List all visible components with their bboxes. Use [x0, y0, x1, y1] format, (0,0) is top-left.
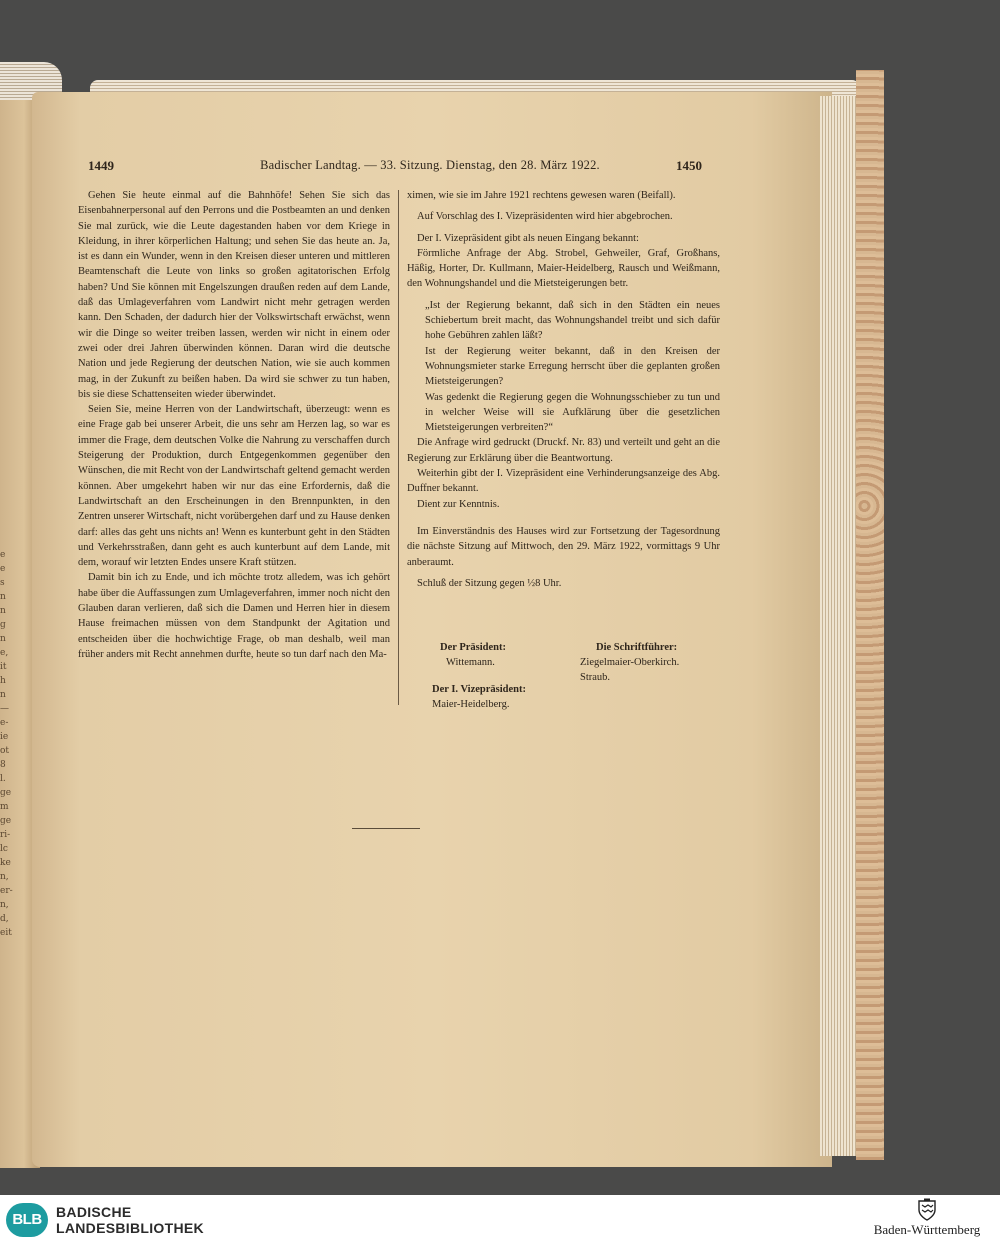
paragraph: ximen, wie sie im Jahre 1921 rechtens gewesen waren (Beifall). [407, 190, 676, 201]
library-name-line: BADISCHE [56, 1204, 132, 1220]
paragraph: Im Einverständnis des Hauses wird zur Fortsetzung der Tagesordnung die nächste Sitzung auf Mittwoch, den 29. März 1922, vormittags 9 Uhr anberaumt. [407, 525, 720, 568]
edge-fragment: m [0, 802, 9, 812]
edge-fragment: n [0, 690, 6, 700]
edge-fragment: — [0, 704, 9, 714]
paragraph: Weiterhin gibt der I. Vizepräsident eine Verhinderungsanzeige des Abg. Duffner bekannt. [407, 468, 720, 495]
signature-label: Der Präsident: [440, 642, 506, 653]
paragraph: Dient zur Kenntnis. [417, 498, 500, 510]
signature-vice-president [432, 682, 526, 712]
edge-fragment: e- [0, 718, 9, 728]
edge-fragment: ge [0, 788, 12, 798]
edge-fragment: s [0, 578, 5, 588]
paragraph: Der I. Vizepräsident gibt als neuen Eingang bekannt: [417, 232, 639, 244]
edge-fragment: eit [0, 928, 12, 938]
edge-fragment: 8 [0, 760, 6, 770]
signature-name: Ziegelmaier-Oberkirch. [580, 657, 680, 668]
edge-fragment: e, [0, 648, 9, 658]
edge-fragment: e [0, 564, 6, 574]
page-number-left: 1449 [88, 158, 114, 173]
edge-fragment: ge [0, 816, 12, 826]
running-head: Badischer Landtag. — 33. Sitzung. Dienstag, den 28. März 1922. [260, 158, 600, 172]
edge-fragment: e [0, 550, 6, 560]
paragraph: Seien Sie, meine Herren von der Landwirtschaft, überzeugt: wenn es eine Frage gab bei unserer Arbeit, die uns sehr am Herzen lag, so war es immer die Frage, dem deutschen Volke die Nahrung zu verschaffen durch Steigerung der Produktion, durch Entgegenkommen gegenüber den Wünschen, die mit Recht von der Landwirtschaft geltend gemacht werden können. Aber umgekehrt haben wir nur das eine Erfordernis, daß die Landwirtschaft an den Erscheinungen in den Brennpunkten, in den Zentren unserer Wirtschaft, nicht vorübergehen darf und zu Hause denken darf: alles das geht uns nichts an! Wenn es kunterbunt geht in den Städten und Verkehrsstraßen, dann geht es auch kunterbunt auf dem Lande, mit dem, worauf wir letzten Endes unsere Kraft stützen. [78, 404, 390, 569]
right-page-stack [820, 96, 858, 1156]
paragraph: Gehen Sie heute einmal auf die Bahnhöfe! Sehen Sie sich das Eisenbahnerpersonal auf den Perrons und die Postbeamten an und denken Sie mal zurück, wie die Leute dagestanden haben vor dem Kriege in Kleidung, in ihrer körperlichen Haltung; und sehen Sie das heute an. Ja, ist es dann ein Wunder, wenn in den Kreisen dieser unteren und mittleren Beamtenschaft die Leute von links so großen agitatorischen Erfolg haben? Und Sie können mit Engelszungen draußen reden auf dem Lande, daß das Umlageverfahren vom Landwirt nicht mehr getragen werden kann. Den Schaden, der dadurch hier der Volkswirtschaft erwächst, wenn wir die Dinge so weiter treiben lassen, werden wir nicht in einem oder zwei oder drei Jahren überwinden können. Daran wird die deutsche Nation und jede Regierung der deutschen Nation, wie sie auch kommen mag, in der Zukunft zu beißen haben. Da wird sie schwer zu tun haben, bis sie diese Schattenseiten wieder überwindet. [78, 190, 390, 400]
edge-fragment: ke [0, 858, 11, 868]
paragraph: Schluß der Sitzung gegen ½8 Uhr. [417, 577, 562, 589]
edge-fragment: h [0, 676, 6, 686]
signature-name: Maier-Heidelberg. [432, 699, 510, 710]
edge-fragment: it [0, 662, 7, 672]
edge-fragment: l. [0, 774, 6, 784]
right-column [407, 188, 720, 591]
page-number-right: 1450 [676, 158, 702, 173]
quote-paragraph: Was gedenkt die Regierung gegen die Wohnungsschieber zu tun und in welcher Weise will sie Aufklärung über die gesetzlichen Mietsteigerungen verbreiten?“ [425, 391, 720, 434]
edge-fragment: ri- [0, 830, 11, 840]
edge-fragment: er- [0, 886, 13, 896]
edge-fragment: lc [0, 844, 8, 854]
end-rule [352, 828, 420, 829]
edge-fragment: n [0, 634, 6, 644]
library-name [56, 1204, 204, 1236]
quote-paragraph: Ist der Regierung weiter bekannt, daß in den Kreisen der Wohnungsmieter starke Erregung herrscht über die geplanten großen Mietsteigerungen? [425, 345, 720, 388]
book-cover-edge [856, 70, 884, 1160]
edge-fragment: d, [0, 914, 9, 924]
baden-wuerttemberg-logo[interactable] [862, 1198, 992, 1238]
signature-label: Der I. Vizepräsident: [432, 684, 527, 695]
paragraph: Damit bin ich zu Ende, und ich möchte trotz alledem, was ich gehört habe über die Auffassungen zum Umlageverfahren, immer noch nicht den Glauben daran verlieren, daß sich die Damen und Herren hier in diesem Hause freimachen müssen von dem Standpunkt der Agitation und entscheiden über die hochwichtige Frage, ob man deshalb, weil man früher anders mit Recht annehmen durfte, heute so tun darf nach den Ma- [78, 572, 390, 660]
signature-name: Wittemann. [446, 657, 495, 668]
left-column [78, 188, 390, 662]
signature-secretaries [580, 640, 679, 685]
edge-fragment: n [0, 592, 6, 602]
paragraph: Auf Vorschlag des I. Vizepräsidenten wird hier abgebrochen. [417, 211, 673, 223]
edge-fragment: n, [0, 872, 9, 882]
column-divider [398, 190, 399, 705]
signature-name: Straub. [580, 672, 611, 683]
state-name: Baden-Württemberg [873, 1222, 981, 1237]
edge-fragment: n, [0, 900, 9, 910]
left-page-edge-text [0, 548, 14, 940]
crest-icon [916, 1198, 938, 1222]
edge-fragment: ot [0, 746, 10, 756]
footer-bar [0, 1195, 1000, 1245]
paragraph: Förmliche Anfrage der Abg. Strobel, Gehweiler, Graf, Großhans, Häßig, Horter, Dr. Kullmann, Maier-Heidelberg, Rausch und Weißmann, den Wohnungshandel und die Mietsteigerungen betr. [407, 247, 720, 290]
edge-fragment: g [0, 620, 6, 630]
blb-logo[interactable]: BLB [6, 1203, 48, 1237]
paragraph: Die Anfrage wird gedruckt (Druckf. Nr. 83) und verteilt und geht an die Regierung zur Erklärung über die Beantwortung. [407, 437, 720, 464]
edge-fragment: ie [0, 732, 9, 742]
library-name-line: LANDESBIBLIOTHEK [56, 1220, 204, 1236]
signature-label: Die Schriftführer: [596, 642, 678, 653]
quote-paragraph: „Ist der Regierung bekannt, daß sich in den Städten ein neues Schiebertum breit macht, das Wohnungshandel treibt und sich dafür hohe Gebühren zahlen läßt? [425, 299, 720, 342]
signature-president [440, 640, 506, 670]
edge-fragment: n [0, 606, 6, 616]
